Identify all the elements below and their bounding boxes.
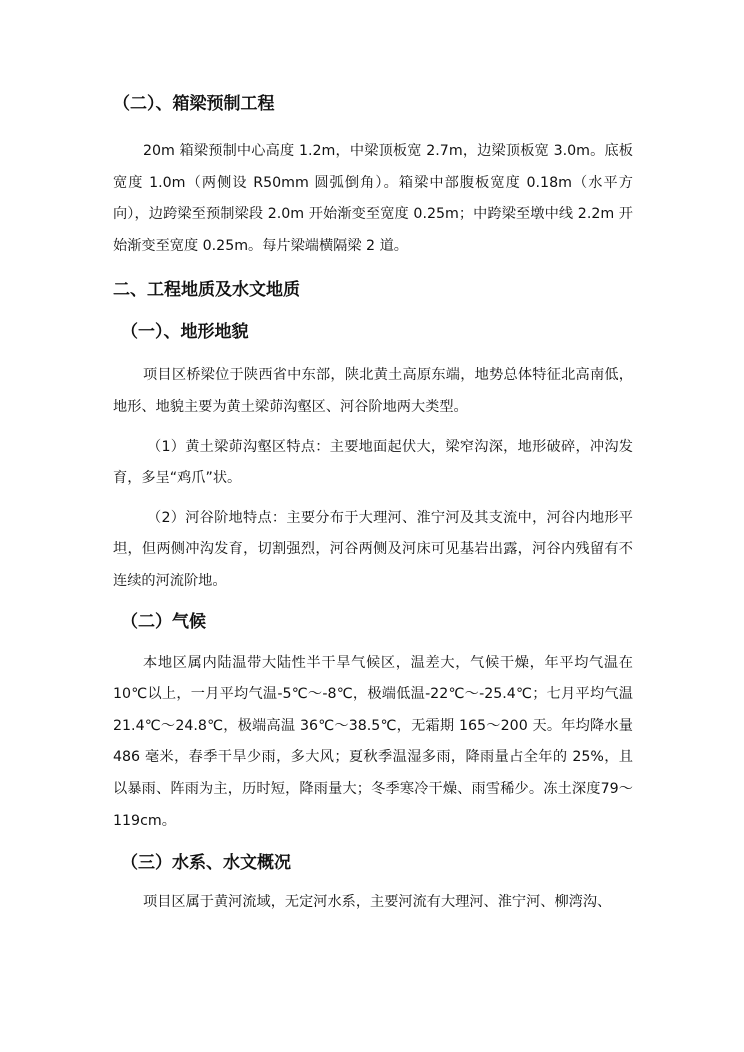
document-body bbox=[113, 92, 633, 919]
heading-climate: （二）气候 bbox=[121, 611, 206, 632]
heading-box-girder: （二）、箱梁预制工程 bbox=[113, 94, 275, 114]
paragraph-hydrology: 项目区属于黄河流域，无定河水系，主要河流有大理河、淮宁河、柳湾沟、 bbox=[143, 894, 612, 911]
paragraph-terrain-item1: （1）黄土梁茆沟壑区特点：主要地面起伏大，梁窄沟深，地形破碎，冲沟发育，多呈“鸡爪”状。 bbox=[113, 438, 633, 487]
paragraph-box-girder: 20m 箱梁预制中心高度 1.2m，中梁顶板宽 2.7m，边梁顶板宽 3.0m。底板宽度 1.0m（两侧设 R50mm 圆弧倒角）。箱梁中部腹板宽度 0.18m（水平方向），边跨梁至预制梁段 2.0m 开始渐变至宽度 0.25m；中跨梁至墩中线 2.2m 开始渐变至宽度 0.25m。每片梁端横隔梁 2 道。 bbox=[113, 143, 633, 254]
heading-geology: 二、工程地质及水文地质 bbox=[113, 280, 300, 301]
paragraph-climate: 本地区属内陆温带大陆性半干旱气候区，温差大，气候干燥，年平均气温在10℃以上，一月平均气温-5℃～-8℃，极端低温-22℃～-25.4℃；七月平均气温21.4℃～24.8℃，极端高温 36℃～38.5℃，无霜期 165～200 天。年均降水量486 毫米，春季干旱少雨，多大风；夏秋季温湿多雨，降雨量占全年的 25%，且以暴雨、阵雨为主，历时短，降雨量大；冬季寒冷干燥、雨雪稀少。冻土深度79～119cm。 bbox=[113, 654, 633, 829]
paragraph-terrain-item2: （2）河谷阶地特点：主要分布于大理河、淮宁河及其支流中，河谷内地形平坦，但两侧冲沟发育，切割强烈，河谷两侧及河床可见基岩出露，河谷内残留有不连续的河流阶地。 bbox=[113, 509, 633, 589]
heading-terrain: （一）、地形地貌 bbox=[121, 322, 249, 343]
paragraph-terrain-intro: 项目区桥梁位于陕西省中东部，陕北黄土高原东端，地势总体特征北高南低，地形、地貌主要为黄土梁茆沟壑区、河谷阶地两大类型。 bbox=[113, 367, 633, 415]
heading-hydrology: （三）水系、水文概况 bbox=[121, 853, 291, 874]
